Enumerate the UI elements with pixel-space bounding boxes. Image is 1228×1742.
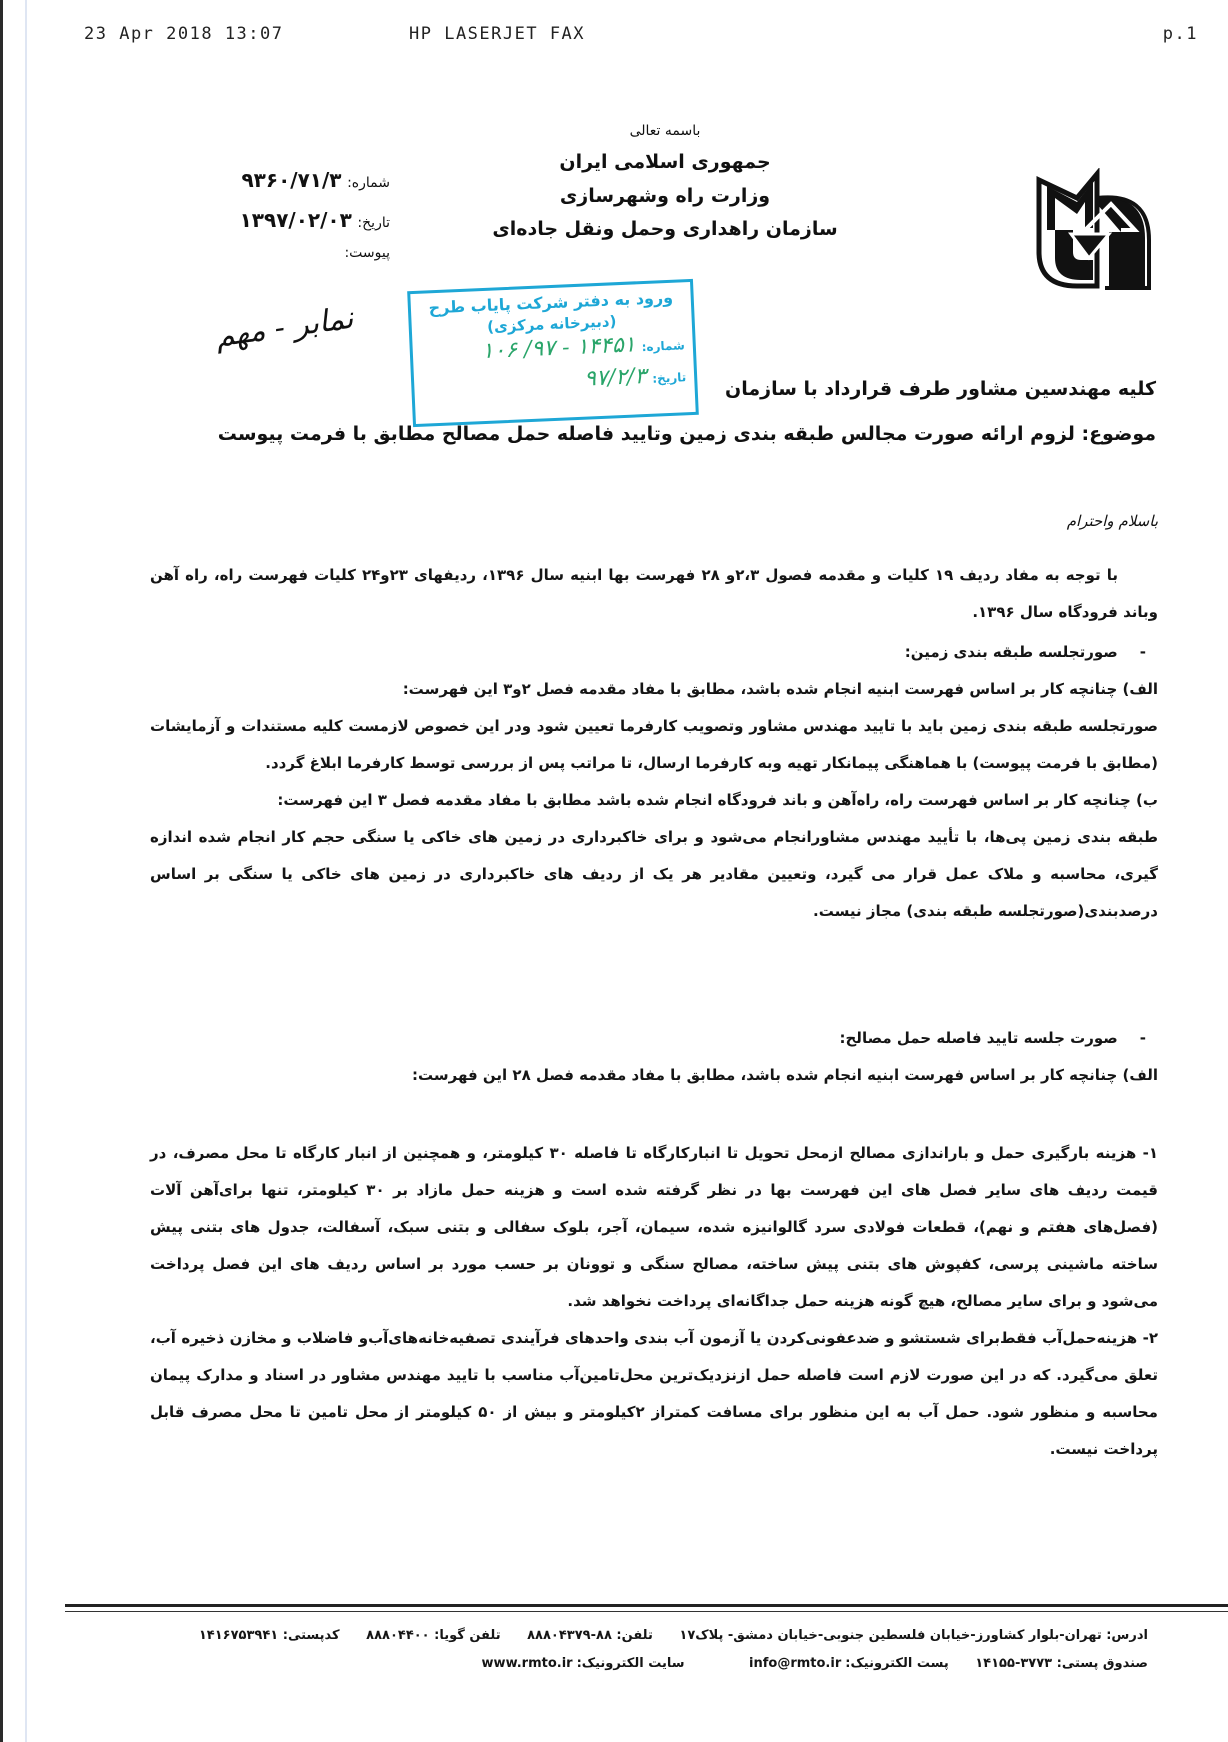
- footer-voice-phone: تلفن گویا: ۸۸۸۰۴۴۰۰: [366, 1628, 501, 1643]
- footer-row-online: [150, 1650, 1148, 1678]
- section1-b-heading: ب) چنانچه کار بر اساس فهرست راه، راه‌آهن و باند فرودگاه انجام شده باشد مطابق با مفاد مقدمه فصل ۳ این فهرست:: [277, 791, 1158, 809]
- footer-divider-thin: [65, 1611, 1228, 1612]
- letter-date: ۱۳۹۷/۰۲/۰۳: [239, 208, 352, 232]
- section1-a-heading: الف) چنانچه کار بر اساس فهرست ابنیه انجام شده باشد، مطابق با مفاد مقدمه فصل ۲و۳ این فهرست:: [402, 680, 1158, 698]
- footer-address: ادرس: تهران-بلوار کشاورز-خیابان فلسطین جنوبی-خیابان دمشق- پلاک۱۷: [679, 1628, 1148, 1643]
- scan-line: [25, 0, 27, 1742]
- bismillah: باسمه تعالی: [629, 123, 701, 139]
- section2-heading: صورت جلسه تایید فاصله حمل مصالح:: [839, 1029, 1118, 1047]
- stamp-number-label: شماره:: [641, 338, 686, 355]
- list-item: [150, 1135, 1158, 1320]
- intro-text: با توجه به مفاد ردیف ۱۹ کلیات و مقدمه فصول ۲،۳و ۲۸ فهرست بها ابنیه سال ۱۳۹۶، ردیفهای ۲۳و۲۴ کلیات فهرست راه، راه آهن وباند فرودگاه سال ۱۳۹۶.: [150, 566, 1158, 621]
- fax-device: HP LASERJET FAX: [409, 24, 586, 44]
- section1-b-text: طبقه بندی زمین پی‌ها، با تأیید مهندس مشاورانجام می‌شود و برای خاکبرداری در زمین های خاکی یا سنگی حجم کار انجام شده اندازه گیری، محاسبه و ملاک عمل قرار می گیرد، وتعیین مقادیر هر یک از ردیف های خاکبرداری در زمین های خاکی یا سنگی بر اساس درصدبندی(صورتجلسه طبقه بندی) مجاز نیست.: [150, 828, 1158, 920]
- section-haul-distance: [150, 1020, 1158, 1094]
- handwritten-note: نمابر - مهم: [213, 300, 356, 355]
- stamp-date-label: تاریخ:: [652, 370, 687, 386]
- footer-row-contact: [150, 1622, 1148, 1650]
- number-label: شماره:: [347, 175, 390, 191]
- letter-meta: [180, 160, 390, 264]
- stamp-title: ورود به دفتر شرکت پایاب طرح: [428, 287, 674, 318]
- section1-heading: صورتجلسه طبقه بندی زمین:: [904, 643, 1118, 661]
- letter-number: ۹۳۶۰/۷۱/۳: [241, 168, 342, 192]
- footer-website-label: سایت الکترونیک:: [576, 1656, 685, 1671]
- footer-email-group: [749, 1656, 949, 1671]
- footer-email-label: پست الکترونیک:: [845, 1656, 949, 1671]
- attachment-label: پیوست:: [344, 245, 390, 261]
- fax-header: [84, 24, 1198, 48]
- section1-a-text: صورتجلسه طبقه بندی زمین باید با تایید مهندس مشاور وتصویب کارفرما تعیین شود ودر این خصوص لازمست کلیه مستندات و آزمایشات (مطابق با فرمت پیوست) با هماهنگی پیمانکار تهیه وبه کارفرما ارسال، تا مراتب پس از بررسی توسط کارفرما ابلاغ گردد.: [150, 717, 1158, 772]
- ministry-name: وزارت راه وشهرسازی: [559, 185, 771, 207]
- footer-postal-code: کدپستی: ۱۴۱۶۷۵۳۹۴۱: [198, 1628, 340, 1643]
- item-text: هزینه‌حمل‌آب فقط‌برای شستشو و ضدعفونی‌کردن یا آزمون آب بندی واحدهای فرآیندی تصفیه‌خانه‌های‌آب‌و فاضلاب و مخازن ذخیره آب، تعلق می‌گیرد. که در این صورت لازم است فاصله حمل ازنزدیک‌ترین محل‌تامین‌آب مناسب با تایید مهندس مشاور در اسناد و مدارک پیمان محاسبه و منظور شود. حمل آب به این منظور برای مسافت کمتراز ۲کیلومتر و بیش از ۵۰ کیلومتر از محل تامین تا محل مصرف قابل پرداخت نیست.: [150, 1329, 1158, 1458]
- stamp-subtitle: (دبیرخانه مرکزی): [486, 312, 617, 336]
- section-heading: -صورتجلسه طبقه بندی زمین:: [904, 643, 1146, 661]
- fax-page-number: p.1: [1162, 24, 1198, 44]
- stamp-date: ۹۷/۲/۳: [583, 363, 647, 392]
- date-label: تاریخ:: [357, 215, 390, 231]
- item-number: ۲-: [1142, 1329, 1158, 1347]
- received-stamp: [407, 279, 699, 427]
- stamp-number: ۱۴۴۵۱ - ۹۷/ ۱۰۶: [481, 332, 637, 365]
- rmto-logo-icon: [1025, 168, 1155, 290]
- fax-timestamp: 23 Apr 2018 13:07: [84, 24, 284, 44]
- section-land-classification: [150, 634, 1158, 930]
- letterhead: [470, 118, 860, 246]
- footer-po-box: صندوق پستی: ۳۷۷۳-۱۴۱۵۵: [975, 1656, 1148, 1671]
- footer-website[interactable]: www.rmto.ir: [481, 1656, 573, 1671]
- subject-line: موضوع: لزوم ارائه صورت مجالس طبقه بندی زمین وتایید فاصله حمل مصالح مطابق با فرمت پیوست: [217, 423, 1156, 445]
- footer-phone: تلفن: ۸۸-۸۸۸۰۴۳۷۹: [527, 1628, 653, 1643]
- organization-name: سازمان راهداری وحمل ونقل جاده‌ای: [492, 218, 838, 240]
- section2-a-heading: الف) چنانچه کار بر اساس فهرست ابنیه انجام شده باشد، مطابق با مفاد مقدمه فصل ۲۸ این فهرست:: [412, 1066, 1158, 1084]
- greeting: باسلام واحترام: [1066, 512, 1158, 530]
- intro-paragraph: [150, 557, 1158, 631]
- item-text: هزینه بارگیری حمل و باراندازی مصالح ازمحل تحویل تا انبارکارگاه تا فاصله ۳۰ کیلومتر، و همچنین از انبار کارگاه تا محل مصرف، در قیمت ردیف های سایر فصل های این فهرست بها در نظر گرفته شده است و هزینه حمل مازاد بر ۳۰ کیلومتر، تنها برای‌آهن آلات (فصل‌های هفتم و نهم)، قطعات فولادی سرد گالوانیزه شده، سیمان، آجر، بلوک سفالی و بتنی سبک، آسفالت، جدول های بتنی پیش ساخته ماشینی پرسی، کفپوش های بتنی پیش ساخته، مصالح سنگی و توونان بر حسب مورد بر اساس ردیف های این فصل پرداخت می‌شود و برای سایر مصالح، هیچ گونه هزینه حمل جداگانه‌ای پرداخت نخواهد شد.: [150, 1144, 1158, 1310]
- recipient: کلیه مهندسین مشاور طرف قرارداد با سازمان: [725, 378, 1156, 400]
- numbered-items: [150, 1135, 1158, 1468]
- scan-edge: [0, 0, 3, 1742]
- section-heading: -صورت جلسه تایید فاصله حمل مصالح:: [839, 1029, 1146, 1047]
- footer-website-group: [482, 1656, 685, 1671]
- footer-email[interactable]: info@rmto.ir: [749, 1656, 842, 1671]
- country-name: جمهوری اسلامی ایران: [559, 151, 771, 173]
- list-item: [150, 1320, 1158, 1468]
- footer-divider: [65, 1604, 1228, 1607]
- footer: [150, 1622, 1148, 1678]
- item-number: ۱-: [1142, 1144, 1158, 1162]
